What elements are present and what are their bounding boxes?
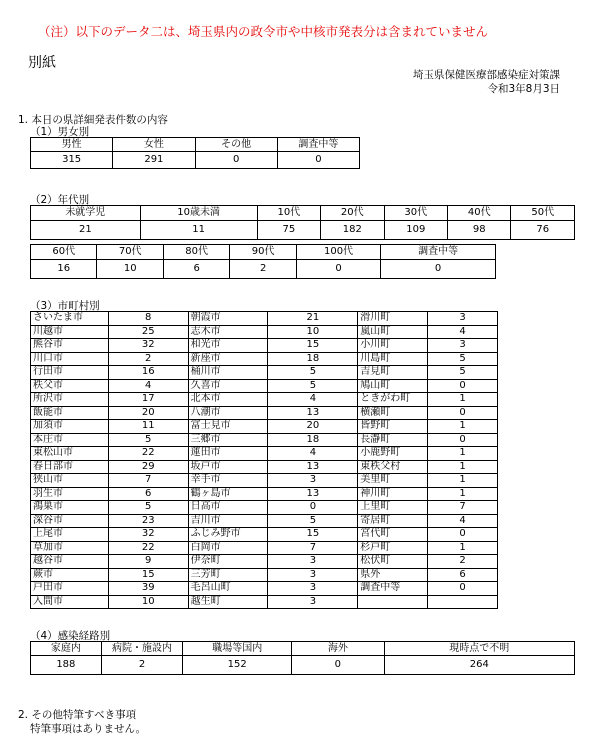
city-count: 5: [268, 366, 358, 380]
sex-header: その他: [195, 138, 277, 152]
age-header-row: [31, 206, 575, 221]
notice: （注）以下のデータ二は、埼玉県内の政令市や中核市発表分は含まれていません: [38, 24, 489, 39]
age-header: 90代: [230, 245, 296, 260]
city-count: 1: [428, 460, 498, 474]
city-name: 松伏町: [358, 555, 428, 569]
city-count: 5: [268, 379, 358, 393]
age-value: 0: [296, 260, 380, 279]
city-name: 飯能市: [31, 406, 109, 420]
age-value-row: [31, 260, 496, 279]
city-count: 3: [268, 595, 358, 609]
city-count: 3: [268, 555, 358, 569]
city-name: 東秩父村: [358, 460, 428, 474]
city-count: 0: [428, 406, 498, 420]
city-count: 18: [268, 352, 358, 366]
city-name: 横瀬町: [358, 406, 428, 420]
city-count: 22: [108, 541, 188, 555]
route-header: 職場等国内: [183, 642, 292, 656]
age-header: 未就学児: [31, 206, 141, 221]
age-header: 10歳未満: [140, 206, 257, 221]
age-title: （2）年代別: [30, 194, 90, 206]
city-name: 蕨市: [31, 568, 109, 582]
city-count: 3: [268, 582, 358, 596]
city-count: 11: [108, 420, 188, 434]
sex-header-row: [31, 138, 360, 152]
route-header: 海外: [292, 642, 384, 656]
age-header: 80代: [163, 245, 229, 260]
city-count: 25: [108, 325, 188, 339]
city-name: 久喜市: [188, 379, 268, 393]
age-header: 40代: [448, 206, 511, 221]
city-row: [31, 393, 498, 407]
city-name: 三芳町: [188, 568, 268, 582]
city-row: [31, 312, 498, 326]
city-name: ときがわ町: [358, 393, 428, 407]
city-name: 志木市: [188, 325, 268, 339]
city-row: [31, 433, 498, 447]
city-row: [31, 406, 498, 420]
city-row: [31, 501, 498, 515]
city-count: 32: [108, 339, 188, 353]
city-name: 入間市: [31, 595, 109, 609]
city-row: [31, 568, 498, 582]
city-name: 宮代町: [358, 528, 428, 542]
city-name: 熊谷市: [31, 339, 109, 353]
city-count: 2: [108, 352, 188, 366]
city-name: 吉川市: [188, 514, 268, 528]
age-header: 10代: [257, 206, 320, 221]
city-name: 小川町: [358, 339, 428, 353]
route-value: 0: [292, 656, 384, 675]
age-header: 70代: [97, 245, 163, 260]
city-name: 伊奈町: [188, 555, 268, 569]
city-name: 川島町: [358, 352, 428, 366]
city-row: [31, 487, 498, 501]
sex-value-row: [31, 152, 360, 169]
sex-header: 調査中等: [277, 138, 359, 152]
city-name: 和光市: [188, 339, 268, 353]
city-count: 4: [108, 379, 188, 393]
sex-title: （1）男女別: [30, 126, 90, 138]
city-name: 鴻巣市: [31, 501, 109, 515]
city-count: 3: [268, 474, 358, 488]
city-name: 富士見市: [188, 420, 268, 434]
city-count: 16: [108, 366, 188, 380]
city-count: 4: [268, 447, 358, 461]
age-value: 182: [321, 221, 384, 240]
age-value: 16: [31, 260, 97, 279]
page-title: 別紙: [28, 55, 56, 71]
city-count: 6: [108, 487, 188, 501]
city-name: 嵐山町: [358, 325, 428, 339]
city-name: 杉戸町: [358, 541, 428, 555]
city-count: 15: [108, 568, 188, 582]
city-count: 1: [428, 487, 498, 501]
sex-value: 315: [31, 152, 113, 169]
age-header: 100代: [296, 245, 380, 260]
city-name: 坂戸市: [188, 460, 268, 474]
route-value-row: [31, 656, 575, 675]
city-count: 23: [108, 514, 188, 528]
city-count: 5: [268, 514, 358, 528]
age-value: 98: [448, 221, 511, 240]
city-count: 3: [268, 568, 358, 582]
sex-value: 0: [195, 152, 277, 169]
route-header: 家庭内: [31, 642, 102, 656]
age-value: 10: [97, 260, 163, 279]
sex-table: [30, 137, 360, 169]
route-value: 152: [183, 656, 292, 675]
city-name: さいたま市: [31, 312, 109, 326]
city-name: 川越市: [31, 325, 109, 339]
route-value: 188: [31, 656, 102, 675]
route-header: 病院・施設内: [101, 642, 183, 656]
age-value: 109: [384, 221, 447, 240]
city-name: 草加市: [31, 541, 109, 555]
city-count: 7: [428, 501, 498, 515]
route-table: [30, 641, 575, 675]
city-table: [30, 311, 498, 609]
city-row: [31, 366, 498, 380]
city-name: [358, 595, 428, 609]
city-count: 1: [428, 420, 498, 434]
age-value: 75: [257, 221, 320, 240]
city-row: [31, 582, 498, 596]
city-name: 春日部市: [31, 460, 109, 474]
city-count: 15: [268, 528, 358, 542]
city-row: [31, 528, 498, 542]
city-name: 長瀞町: [358, 433, 428, 447]
city-count: 1: [428, 393, 498, 407]
city-name: 北本市: [188, 393, 268, 407]
route-value: 2: [101, 656, 183, 675]
city-count: 3: [428, 312, 498, 326]
city-name: 神川町: [358, 487, 428, 501]
city-count: 7: [108, 474, 188, 488]
city-count: 0: [428, 433, 498, 447]
city-name: 秩父市: [31, 379, 109, 393]
section2-body: 特筆事項はありません。: [30, 723, 147, 735]
age-header: 20代: [321, 206, 384, 221]
city-name: 東松山市: [31, 447, 109, 461]
city-name: 本庄市: [31, 433, 109, 447]
city-name: 上尾市: [31, 528, 109, 542]
city-row: [31, 541, 498, 555]
city-name: 戸田市: [31, 582, 109, 596]
city-row: [31, 325, 498, 339]
age-value: 0: [381, 260, 496, 279]
city-name: 滑川町: [358, 312, 428, 326]
sex-header: 男性: [31, 138, 113, 152]
route-header-row: [31, 642, 575, 656]
city-count: 22: [108, 447, 188, 461]
city-count: 3: [428, 339, 498, 353]
city-count: 18: [268, 433, 358, 447]
city-count: 13: [268, 406, 358, 420]
age-value: 76: [511, 221, 575, 240]
age-value: 21: [31, 221, 141, 240]
age-value-row: [31, 221, 575, 240]
city-name: 三郷市: [188, 433, 268, 447]
city-count: 29: [108, 460, 188, 474]
city-row: [31, 460, 498, 474]
route-value: 264: [384, 656, 574, 675]
sex-value: 291: [113, 152, 195, 169]
age-table-1: [30, 205, 575, 240]
city-count: 4: [428, 325, 498, 339]
city-name: 羽生市: [31, 487, 109, 501]
section1-title: 1. 本日の県詳細発表件数の内容: [18, 114, 168, 126]
city-count: 1: [428, 541, 498, 555]
city-count: 7: [268, 541, 358, 555]
city-count: 21: [268, 312, 358, 326]
age-header: 30代: [384, 206, 447, 221]
city-count: 4: [428, 514, 498, 528]
city-count: 1: [428, 447, 498, 461]
city-name: 吉見町: [358, 366, 428, 380]
city-count: 2: [428, 555, 498, 569]
city-name: 鳩山町: [358, 379, 428, 393]
city-name: 川口市: [31, 352, 109, 366]
city-count: 20: [108, 406, 188, 420]
city-name: 寄居町: [358, 514, 428, 528]
city-count: 4: [268, 393, 358, 407]
age-table-2: [30, 244, 496, 279]
age-value: 6: [163, 260, 229, 279]
city-row: [31, 339, 498, 353]
city-name: 幸手市: [188, 474, 268, 488]
city-row: [31, 420, 498, 434]
sex-header: 女性: [113, 138, 195, 152]
city-count: 17: [108, 393, 188, 407]
city-name: 深谷市: [31, 514, 109, 528]
city-row: [31, 352, 498, 366]
city-name: 新座市: [188, 352, 268, 366]
city-count: 0: [268, 501, 358, 515]
city-name: 狭山市: [31, 474, 109, 488]
city-count: 32: [108, 528, 188, 542]
city-count: [428, 595, 498, 609]
city-name: 美里町: [358, 474, 428, 488]
age-header: 60代: [31, 245, 97, 260]
city-count: 10: [268, 325, 358, 339]
city-count: 5: [108, 501, 188, 515]
section2-title: 2. その他特筆すべき事項: [18, 709, 137, 721]
city-count: 1: [428, 474, 498, 488]
city-row: [31, 379, 498, 393]
city-title: （3）市町村別: [30, 300, 100, 312]
city-count: 39: [108, 582, 188, 596]
route-header: 現時点で不明: [384, 642, 574, 656]
city-count: 20: [268, 420, 358, 434]
age-header: 調査中等: [381, 245, 496, 260]
city-count: 5: [428, 366, 498, 380]
city-name: 上里町: [358, 501, 428, 515]
city-name: 小鹿野町: [358, 447, 428, 461]
city-row: [31, 555, 498, 569]
city-name: 桶川市: [188, 366, 268, 380]
age-value: 2: [230, 260, 296, 279]
age-value: 11: [140, 221, 257, 240]
department: 埼玉県保健医療部感染症対策課: [413, 69, 560, 81]
city-count: 6: [428, 568, 498, 582]
issue-date: 令和3年8月3日: [487, 83, 560, 95]
city-count: 13: [268, 487, 358, 501]
city-name: 日高市: [188, 501, 268, 515]
city-name: 加須市: [31, 420, 109, 434]
city-name: 蓮田市: [188, 447, 268, 461]
city-name: ふじみ野市: [188, 528, 268, 542]
city-row: [31, 474, 498, 488]
city-name: 八潮市: [188, 406, 268, 420]
city-count: 0: [428, 528, 498, 542]
city-count: 15: [268, 339, 358, 353]
age-header-row: [31, 245, 496, 260]
city-name: 県外: [358, 568, 428, 582]
route-title: （4）感染経路別: [30, 630, 111, 642]
city-row: [31, 447, 498, 461]
city-count: 8: [108, 312, 188, 326]
city-count: 9: [108, 555, 188, 569]
city-name: 越谷市: [31, 555, 109, 569]
sex-value: 0: [277, 152, 359, 169]
city-name: 鶴ヶ島市: [188, 487, 268, 501]
city-count: 13: [268, 460, 358, 474]
city-name: 調査中等: [358, 582, 428, 596]
city-name: 朝霞市: [188, 312, 268, 326]
city-count: 5: [108, 433, 188, 447]
city-name: 皆野町: [358, 420, 428, 434]
city-count: 0: [428, 379, 498, 393]
city-name: 行田市: [31, 366, 109, 380]
city-name: 白岡市: [188, 541, 268, 555]
city-name: 越生町: [188, 595, 268, 609]
city-row: [31, 595, 498, 609]
issuer: [413, 68, 560, 96]
city-count: 10: [108, 595, 188, 609]
age-header: 50代: [511, 206, 575, 221]
city-row: [31, 514, 498, 528]
city-count: 5: [428, 352, 498, 366]
city-name: 毛呂山町: [188, 582, 268, 596]
city-count: 0: [428, 582, 498, 596]
city-name: 所沢市: [31, 393, 109, 407]
